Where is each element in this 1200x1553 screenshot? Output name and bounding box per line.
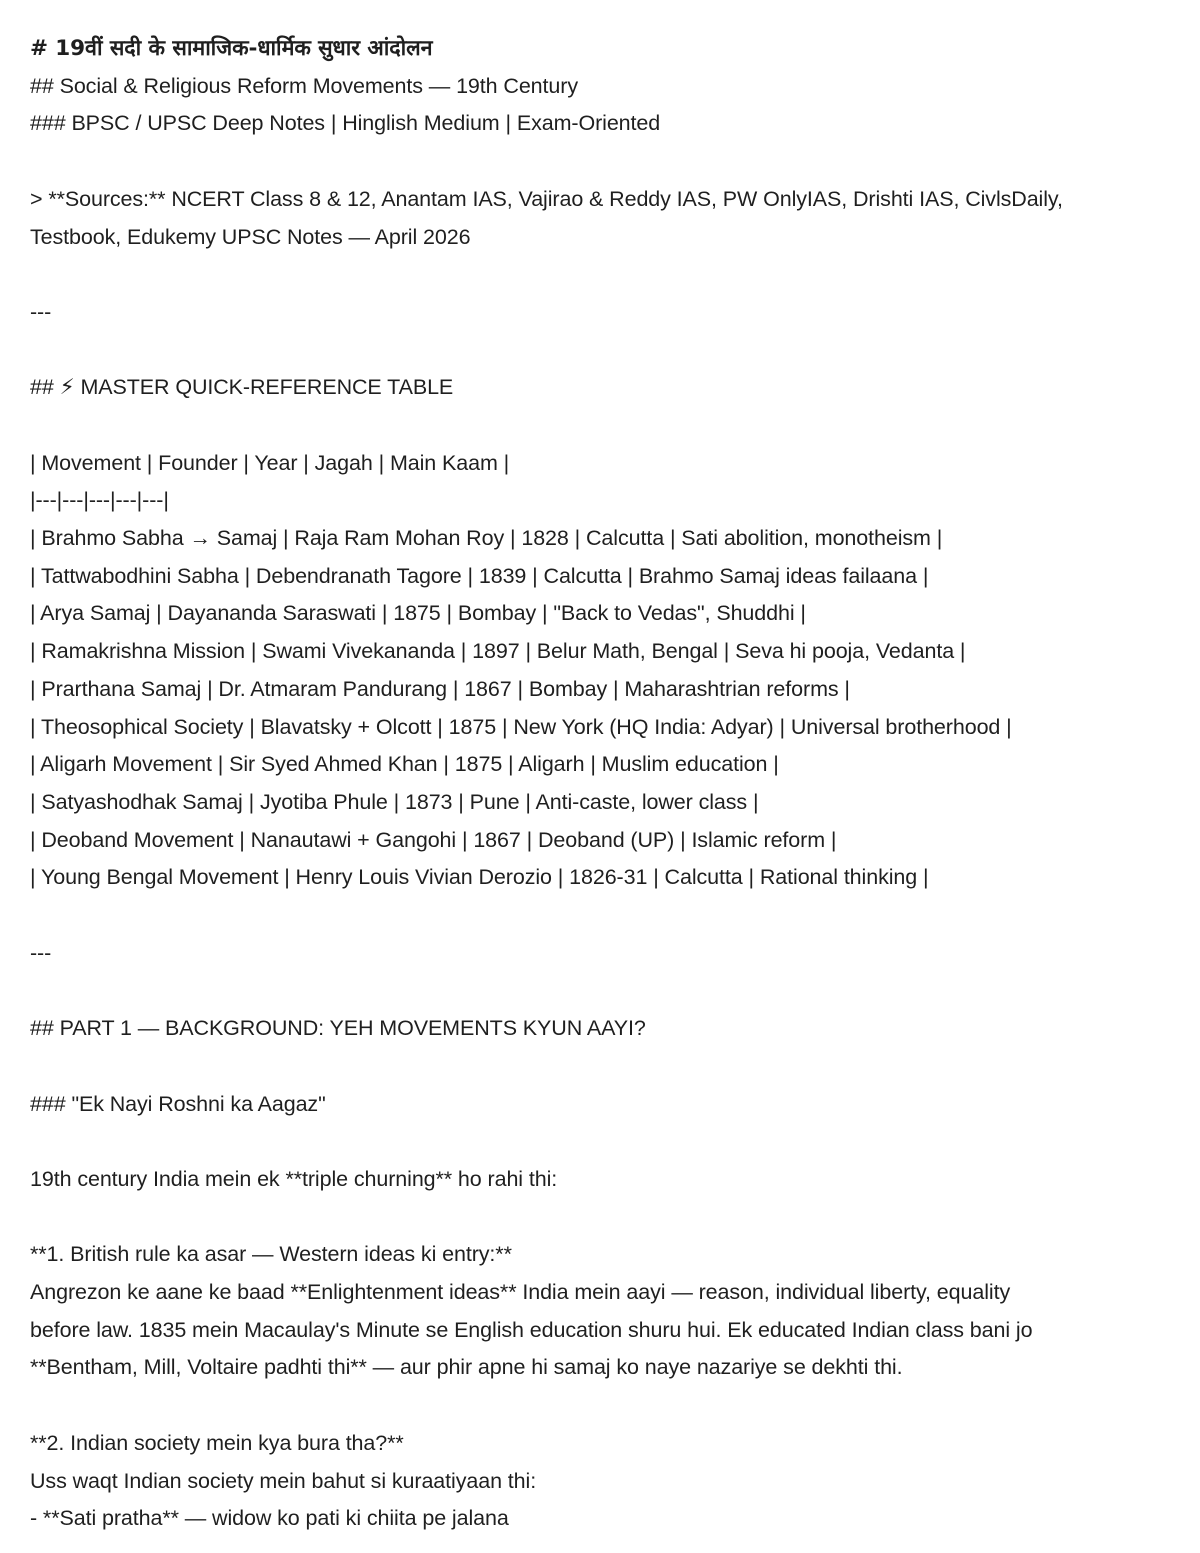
table-row: | Deoband Movement | Nanautawi + Gangohi | 1867 | Deoband (UP) | Islamic reform | — [30, 827, 837, 852]
table-row: | Young Bengal Movement | Henry Louis Vivian Derozio | 1826-31 | Calcutta | Rational thinking | — [30, 865, 929, 890]
blank-line — [30, 1199, 1170, 1237]
blank-line — [30, 973, 1170, 1011]
blank-line — [30, 1387, 1170, 1425]
table-separator-row: |---|---|---|---|---| — [30, 488, 169, 513]
divider-text: --- — [30, 299, 52, 324]
table-row: | Tattwabodhini Sabha | Debendranath Tagore | 1839 | Calcutta | Brahmo Samaj ideas failaana | — [30, 563, 929, 588]
paragraph-line: 19th century India mein ek **triple churning** ho rahi thi: — [30, 1166, 558, 1191]
bullet-item: - **Sati pratha** — widow ko pati ki chiita pe jalana — [30, 1506, 509, 1531]
point-1-heading: **1. British rule ka asar — Western ideas ki entry:** — [30, 1242, 512, 1267]
table-row: | Aligarh Movement | Sir Syed Ahmed Khan | 1875 | Aligarh | Muslim education | — [30, 752, 779, 777]
paragraph-line: **Bentham, Mill, Voltaire padhti thi** — aur phir apne hi samaj ko naye nazariye se dekhti thi. — [30, 1355, 903, 1380]
table-row: | Arya Samaj | Dayananda Saraswati | 1875 | Bombay | "Back to Vedas", Shuddhi | — [30, 601, 806, 626]
sources-line-1: > **Sources:** NCERT Class 8 & 12, Anantam IAS, Vajirao & Reddy IAS, PW OnlyIAS, Drishti IAS, CivlsDaily, — [30, 186, 1063, 211]
doc-tagline: ### BPSC / UPSC Deep Notes | Hinglish Medium | Exam-Oriented — [30, 111, 661, 136]
table-row: | Theosophical Society | Blavatsky + Olcott | 1875 | New York (HQ India: Adyar) | Universal brotherhood | — [30, 714, 1012, 739]
table-heading: ## ⚡ MASTER QUICK-REFERENCE TABLE — [30, 375, 454, 400]
table-row: | Prarthana Samaj | Dr. Atmaram Pandurang | 1867 | Bombay | Maharashtrian reforms | — [30, 676, 850, 701]
doc-subtitle: ## Social & Religious Reform Movements — 19th Century — [30, 73, 578, 98]
paragraph-line: before law. 1835 mein Macaulay's Minute se English education shuru hui. Ek educated Indian class bani jo — [30, 1317, 1033, 1342]
sources-line-2: Testbook, Edukemy UPSC Notes — April 2026 — [30, 224, 471, 249]
table-row: | Ramakrishna Mission | Swami Vivekananda | 1897 | Belur Math, Bengal | Seva hi pooja, Vedanta | — [30, 639, 966, 664]
part-1-heading: ## PART 1 — BACKGROUND: YEH MOVEMENTS KYUN AAYI? — [30, 1016, 646, 1041]
table-row: | Satyashodhak Samaj | Jyotiba Phule | 1873 | Pune | Anti-caste, lower class | — [30, 790, 759, 814]
table-header-row: | Movement | Founder | Year | Jagah | Main Kaam | — [30, 450, 510, 475]
divider-text: --- — [30, 940, 52, 965]
blank-line — [30, 256, 1170, 294]
paragraph-line: Angrezon ke aane ke baad **Enlightenment ideas** India mein aayi — reason, individual liberty, equality — [30, 1280, 1011, 1305]
doc-title-hindi: # 19वीं सदी के सामाजिक-धार्मिक सुधार आंदोलन — [30, 36, 433, 61]
blank-line — [30, 143, 1170, 181]
blank-line — [30, 1048, 1170, 1086]
part-1-subheading: ### "Ek Nayi Roshni ka Aagaz" — [30, 1091, 326, 1116]
point-2-heading: **2. Indian society mein kya bura tha?** — [30, 1430, 404, 1455]
paragraph-line: Uss waqt Indian society mein bahut si kuraatiyaan thi: — [30, 1468, 537, 1493]
table-row: | Brahmo Sabha → Samaj | Raja Ram Mohan Roy | 1828 | Calcutta | Sati abolition, monotheism | — [30, 526, 943, 551]
blank-line — [30, 407, 1170, 445]
blank-line — [30, 897, 1170, 935]
blank-line — [30, 332, 1170, 370]
blank-line — [30, 1123, 1170, 1161]
